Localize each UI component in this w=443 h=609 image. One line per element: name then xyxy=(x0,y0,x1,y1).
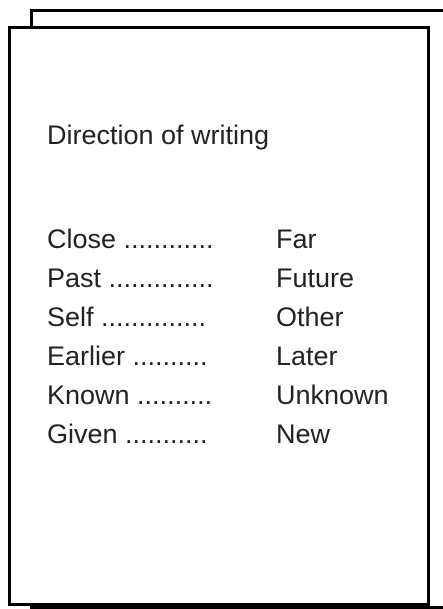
term-pair-row xyxy=(47,259,355,298)
far-term: Unknown xyxy=(276,380,389,410)
far-term: Other xyxy=(276,302,344,332)
near-term: Self .............. xyxy=(47,302,207,332)
term-pair-row xyxy=(47,376,389,415)
far-term: Future xyxy=(276,263,355,293)
diagram-heading: Direction of writing xyxy=(47,120,270,150)
term-pairs-list xyxy=(47,220,389,454)
term-pair-row xyxy=(47,220,317,259)
near-term: Past .............. xyxy=(47,263,214,293)
far-term: Far xyxy=(276,224,317,254)
term-pair-row xyxy=(47,337,338,376)
near-term: Known .......... xyxy=(47,380,213,410)
term-pair-row xyxy=(47,298,344,337)
far-term: New xyxy=(276,419,331,449)
near-term: Given ........... xyxy=(47,419,208,449)
near-term: Earlier .......... xyxy=(47,341,208,371)
term-pair-row xyxy=(47,415,331,454)
far-term: Later xyxy=(276,341,338,371)
near-term: Close ............ xyxy=(47,224,214,254)
